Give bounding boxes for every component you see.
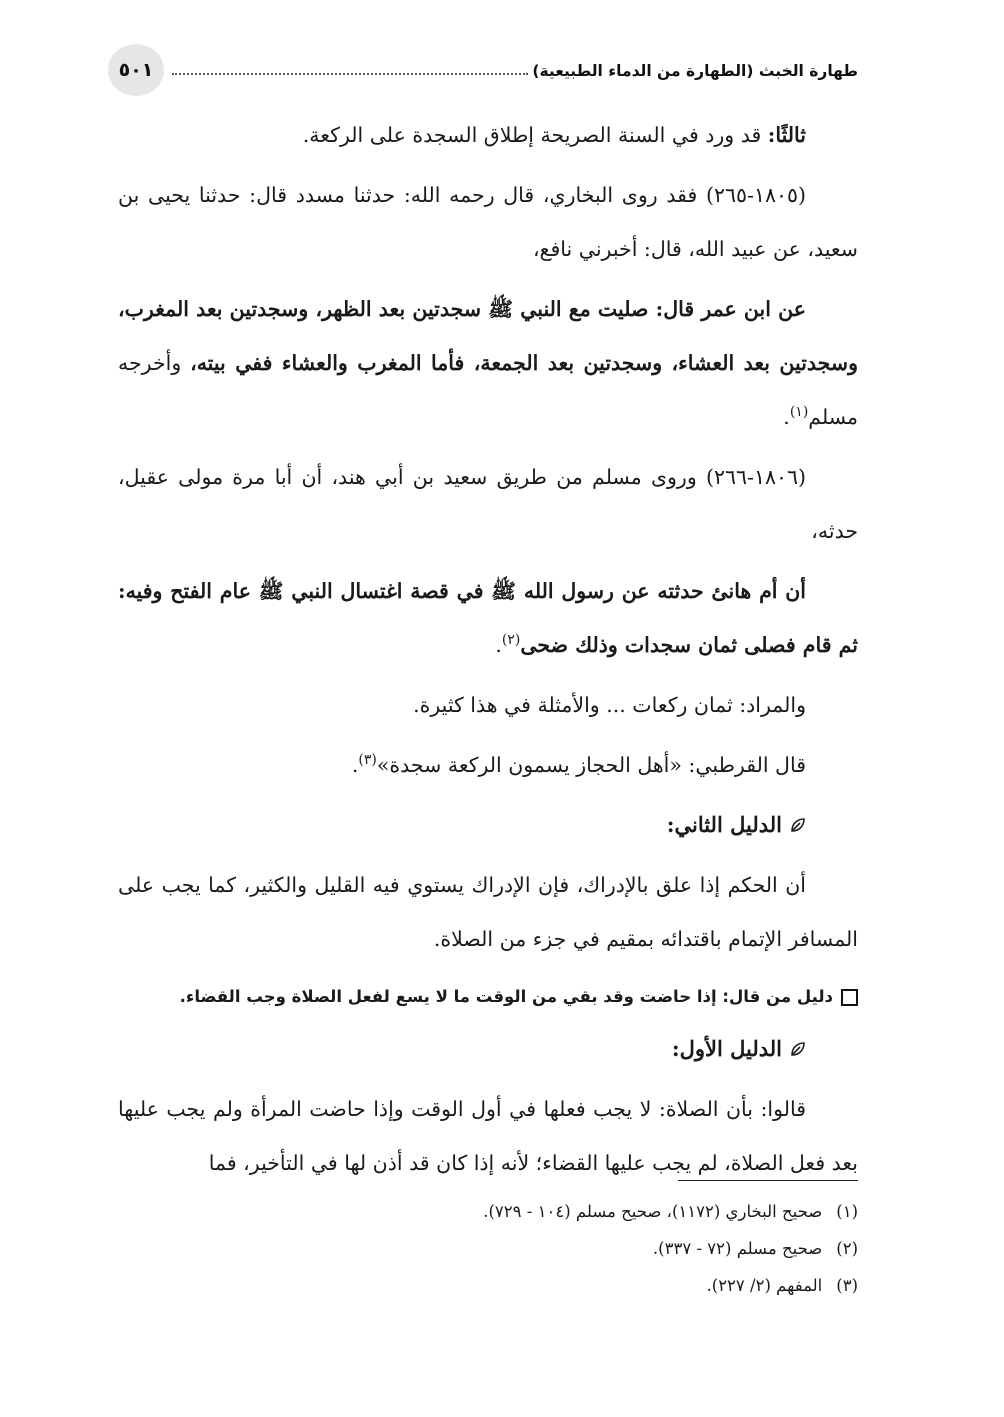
footnote-ref-1[interactable]: (١) [789, 404, 809, 421]
question-text: دليل من قال: إذا حاضت وقد بقي من الوقت ما لا يسع لفعل الصلاة وجب القضاء. [179, 987, 833, 1006]
footnote-number: (١) [836, 1202, 858, 1221]
footnote-ref-2[interactable]: (٢) [501, 632, 521, 649]
footnote-2 [118, 1230, 858, 1267]
hadith-matn-1805 [118, 282, 858, 444]
question-heading [118, 972, 858, 1022]
running-head [172, 58, 858, 84]
hadith-text-bold: أن أم هانئ حدثته عن رسول الله ﷺ في قصة اغتسال النبي ﷺ عام الفتح وفيه: ثم قام فصلى ثمان سجدات وذلك ضحى [118, 579, 858, 657]
main-text [118, 108, 858, 1190]
paragraph-ruling: أن الحكم إذا علق بالإدراك، فإن الإدراك يستوي فيه القليل والكثير، كما يجب على المسافر الإتمام باقتدائه بمقيم في جزء من الصلاة. [118, 873, 858, 951]
quote-text: قال القرطبي: «أهل الحجاز يسمون الركعة سجدة» [376, 753, 806, 777]
footnote-1 [118, 1193, 858, 1230]
heading-text: الدليل الثاني: [666, 812, 782, 837]
footnote-separator [678, 1180, 858, 1181]
takhrij-text: وأخرجه مسلم [118, 351, 858, 429]
heading-text: الدليل الأول: [671, 1036, 782, 1061]
punctuation: . [783, 405, 790, 429]
hadith-text-bold: عن ابن عمر قال: صليت مع النبي ﷺ سجدتين بعد الظهر، وسجدتين بعد المغرب، وسجدتين بعد العشاء، وسجدتين بعد الجمعة، فأما المغرب والعشاء ففي بيته، [118, 297, 858, 375]
footnote-number: (٣) [836, 1276, 858, 1295]
footnote-number: (٢) [836, 1239, 858, 1258]
paragraph-text: قد ورد في السنة الصريحة إطلاق السجدة على الركعة. [302, 123, 768, 147]
footnote-text: صحيح البخاري (١١٧٢)، صحيح مسلم (١٠٤ - ٧٢٩). [483, 1202, 823, 1221]
paragraph-qurtubi [118, 738, 858, 792]
page-header [108, 44, 858, 104]
punctuation: . [351, 753, 359, 777]
square-bullet-icon [841, 989, 858, 1006]
heading-first-evidence [118, 1022, 858, 1076]
paragraph-they-said: قالوا: بأن الصلاة: لا يجب فعلها في أول الوقت وإذا حاضت المرأة ولم يجب عليها بعد فعل الصلاة، لم يجب عليها القضاء؛ لأنه إذا كان قد أذن لها في التأخير، فما [118, 1097, 858, 1175]
footnote-3 [118, 1267, 858, 1304]
leaf-ornament-icon [790, 817, 806, 833]
hadith-isnad-1805: (١٨٠٥-٢٦٥) فقد روى البخاري، قال رحمه الله: حدثنا مسدد قال: حدثنا يحيى بن سعيد، عن عبيد الله، قال: أخبرني نافع، [118, 183, 858, 261]
footnote-text: صحيح مسلم (٧٢ - ٣٣٧). [652, 1239, 823, 1258]
paragraph-meaning: والمراد: ثمان ركعات ... والأمثلة في هذا كثيرة. [413, 693, 806, 717]
paragraph-thirdly [118, 108, 858, 162]
page-number: ٥٠١ [108, 44, 164, 96]
dotted-leader [172, 73, 528, 75]
leaf-ornament-icon [790, 1041, 806, 1057]
running-title: طهارة الخبث (الطهارة من الدماء الطبيعية) [532, 62, 858, 80]
paragraph-lead: ثالثًا: [767, 123, 806, 147]
heading-second-evidence [118, 798, 858, 852]
footnote-text: المفهم (٢/ ٢٢٧). [706, 1276, 823, 1295]
footnote-ref-3[interactable]: (٣) [358, 752, 377, 769]
hadith-isnad-1806: (١٨٠٦-٢٦٦) وروى مسلم من طريق سعيد بن أبي هند، أن أبا مرة مولى عقيل، حدثه، [118, 465, 858, 543]
punctuation: . [495, 633, 502, 657]
hadith-matn-1806 [118, 564, 858, 672]
footnotes [118, 1193, 858, 1304]
